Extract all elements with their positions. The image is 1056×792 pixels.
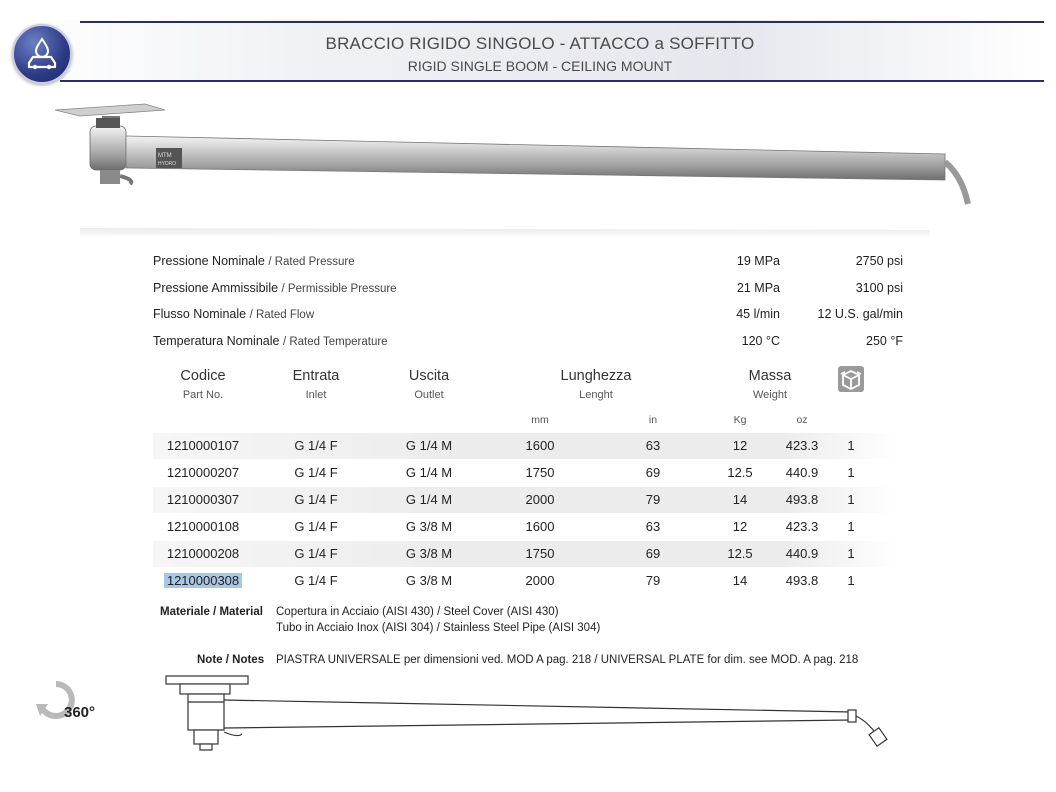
col-header-length: Lunghezza [560,368,632,384]
cell-outlet: G 3/8 M [405,573,453,588]
spec-label-it: Pressione Nominale [153,254,265,268]
cell-qty: 1 [847,492,855,507]
cell-inlet: G 1/4 F [294,492,338,507]
col-subheader-outlet: Outlet [414,389,444,401]
cell-code: 1210000207 [166,465,240,480]
unit-oz: oz [796,414,808,426]
unit-mm: mm [531,414,549,426]
cell-qty: 1 [847,438,855,453]
cell-kg: 12.5 [727,465,753,480]
spec-value-si: 120 °C [741,334,780,348]
header-bottom-rule [60,80,1044,82]
table-row [153,514,898,540]
cell-code: 1210000307 [166,492,240,507]
cell-mm: 1750 [525,465,555,480]
cell-outlet: G 1/4 M [405,438,453,453]
cell-in: 79 [645,492,661,507]
col-subheader-code: Part No. [182,389,224,401]
col-header-code: Codice [180,368,226,384]
spec-value-us: 250 °F [866,334,903,348]
cell-mm: 1600 [525,438,555,453]
technical-drawing [160,672,900,758]
cell-oz: 440.9 [785,465,819,480]
col-header-outlet: Uscita [408,368,450,384]
cell-kg: 14 [732,492,748,507]
cell-oz: 423.3 [785,519,819,534]
spec-value-si: 21 MPa [736,281,780,295]
cell-outlet: G 3/8 M [405,546,453,561]
brand-mark: MTM [158,153,172,159]
col-subheader-length: Lenght [579,389,613,401]
notes-text: PIASTRA UNIVERSALE per dimensioni ved. MOD A pag. 218 / UNIVERSAL PLATE for dim. see MOD. A pag. 218 [276,654,859,666]
cell-outlet: G 1/4 M [405,465,453,480]
spec-value-us: 3100 psi [855,281,903,295]
cell-inlet: G 1/4 F [294,438,338,453]
unit-kg: Kg [733,414,747,426]
cell-oz: 440.9 [785,546,819,561]
cell-inlet: G 1/4 F [294,546,338,561]
spec-label-it: Pressione Ammissibile [153,281,279,295]
table-row [153,568,898,594]
page-title: BRACCIO RIGIDO SINGOLO - ATTACCO a SOFFITTO [325,34,755,53]
spec-value-si: 19 MPa [736,254,780,268]
brand-mark: HYDRO [158,161,177,167]
table-row [153,433,898,459]
product-photo [50,96,990,256]
cell-in: 69 [645,546,661,561]
cell-oz: 423.3 [785,438,819,453]
cell-code: 1210000107 [166,438,240,453]
col-header-inlet: Entrata [292,368,340,384]
table-row [153,541,898,567]
rotation-label: 360° [64,704,96,721]
cell-qty: 1 [847,573,855,588]
cell-kg: 12 [732,519,748,534]
cell-qty: 1 [847,519,855,534]
spec-value-us: 2750 psi [855,254,903,268]
material-line: Copertura in Acciaio (AISI 430) / Steel Cover (AISI 430) [276,606,559,618]
unit-in: in [648,414,658,426]
cell-inlet: G 1/4 F [294,573,338,588]
cell-kg: 12.5 [727,546,753,561]
cell-in: 69 [645,465,661,480]
cell-code-selected[interactable]: 1210000308 [164,573,242,588]
material-line: Tubo in Acciaio Inox (AISI 304) / Stainless Steel Pipe (AISI 304) [276,622,601,634]
cell-inlet: G 1/4 F [294,519,338,534]
cell-qty: 1 [847,546,855,561]
page-subtitle: RIGID SINGLE BOOM - CEILING MOUNT [407,58,673,74]
spec-label-it: Temperatura Nominale [153,334,280,348]
col-subheader-inlet: Inlet [305,389,327,401]
table-row [153,487,898,513]
spec-label-it: Flusso Nominale [153,307,247,321]
cell-mm: 2000 [525,492,555,507]
cell-outlet: G 1/4 M [405,492,453,507]
spec-label-en: / Rated Temperature [282,336,388,348]
cell-mm: 1600 [525,519,555,534]
cell-code: 1210000108 [166,519,240,534]
cell-kg: 14 [732,573,748,588]
cell-outlet: G 3/8 M [405,519,453,534]
table-row [153,460,898,486]
cell-in: 63 [645,438,661,453]
spec-label-en: / Rated Pressure [268,256,355,268]
material-label: Materiale / Material [160,606,263,618]
header-top-rule [80,21,1044,23]
package-icon [838,366,864,392]
cell-inlet: G 1/4 F [294,465,338,480]
cell-in: 79 [645,573,661,588]
spec-label-en: / Permissible Pressure [281,283,397,295]
cell-oz: 493.8 [785,492,819,507]
spec-label-en: / Rated Flow [249,309,315,321]
cell-code: 1210000208 [166,546,240,561]
spec-value-si: 45 l/min [736,307,780,321]
col-subheader-mass: Weight [752,389,788,401]
cell-mm: 1750 [525,546,555,561]
cell-kg: 12 [732,438,748,453]
cell-qty: 1 [847,465,855,480]
col-header-mass: Massa [748,368,792,384]
cell-oz: 493.8 [785,573,819,588]
notes-label: Note / Notes [197,654,265,666]
car-wash-icon [12,24,72,84]
cell-in: 63 [645,519,661,534]
spec-value-us: 12 U.S. gal/min [817,307,903,321]
cell-mm: 2000 [525,573,555,588]
